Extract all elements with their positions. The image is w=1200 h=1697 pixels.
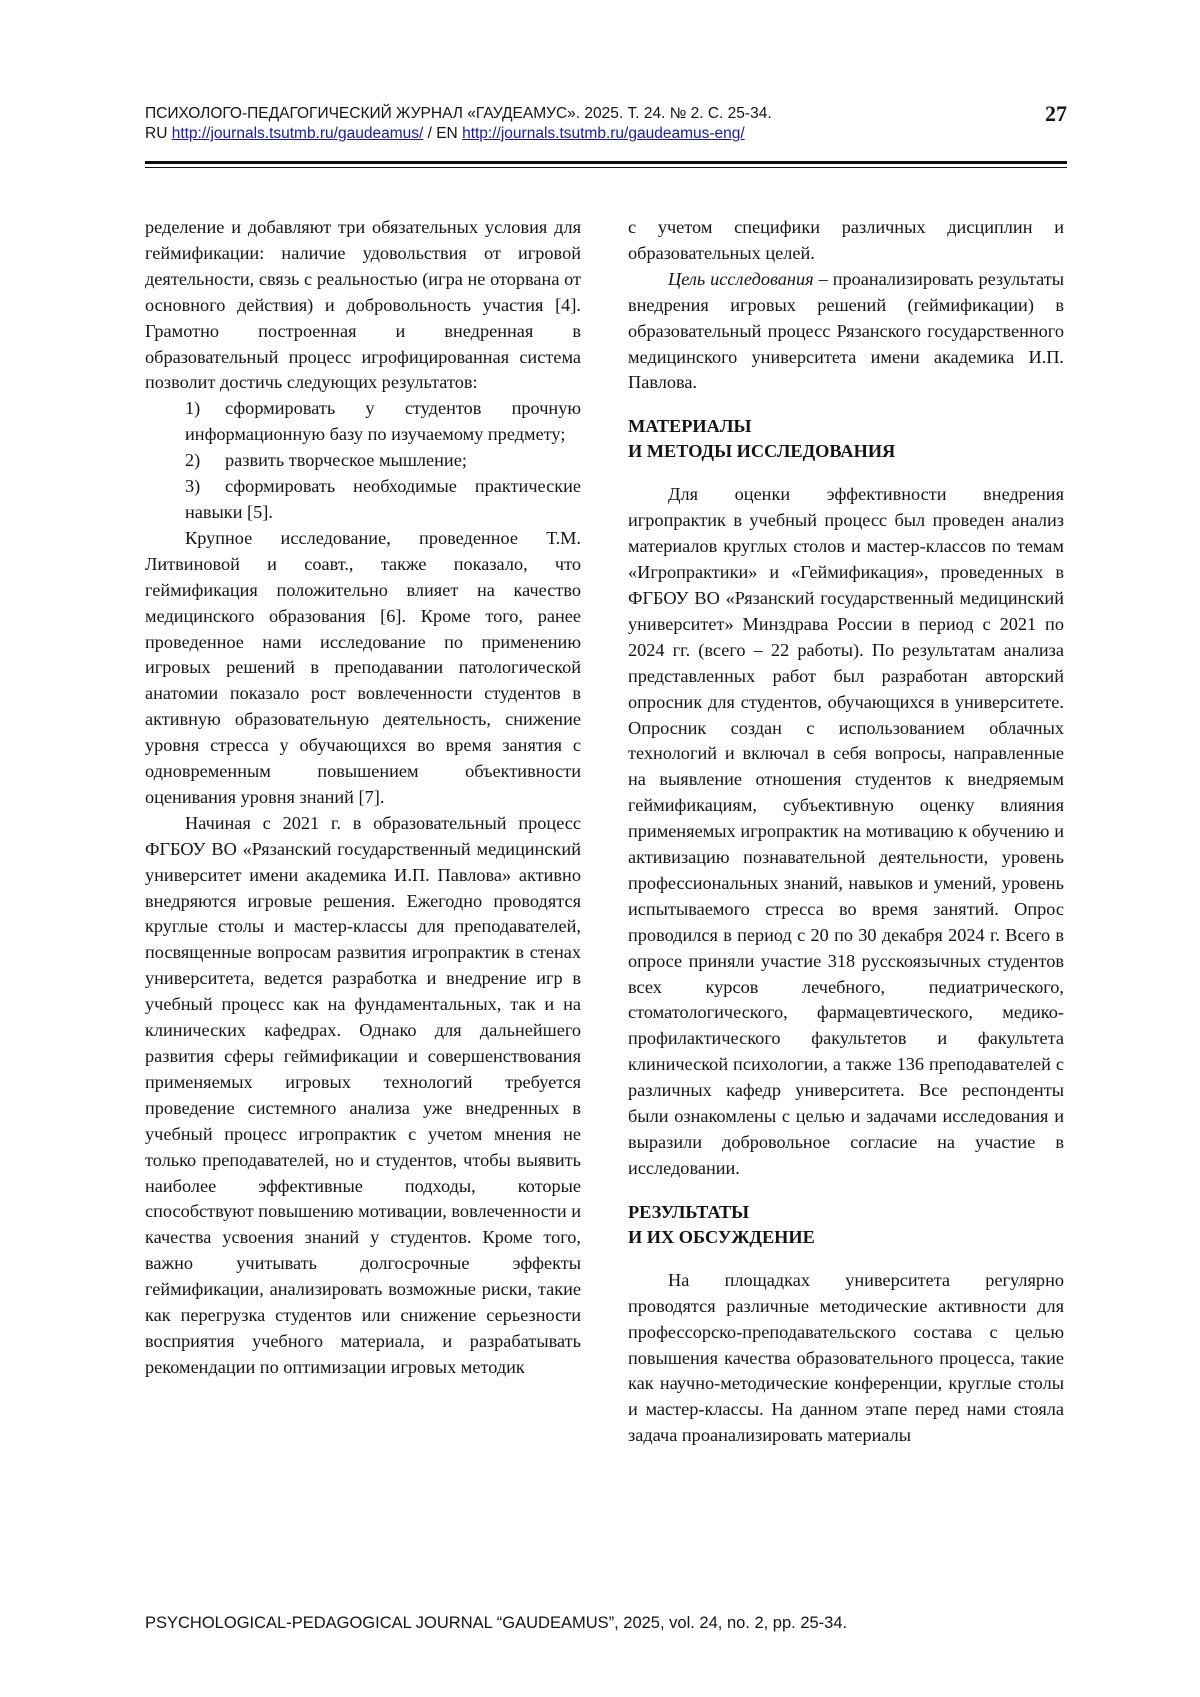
ru-journal-link[interactable]: http://journals.tsutmb.ru/gaudeamus/ (171, 125, 424, 142)
list-item (145, 448, 581, 474)
list-number: 3) (185, 476, 201, 497)
heading-line: МАТЕРИАЛЫ (628, 416, 752, 437)
paragraph: с учетом специфики различных дисциплин и образовательных целей. (628, 217, 1064, 263)
section-heading-results (628, 1200, 1064, 1250)
paragraph: ределение и добавляют три обязательных условия для геймификации: наличие удовольствия от игровой деятельности, связь с реальностью (игра не оторвана от основного действия) и добровольность участия [4]. Грамотно построенная и внедренная в образовательный процесс игрофицированная система позволит достичь следующих результатов: (145, 217, 581, 393)
list-text: сформировать необходимые практические навыки [5]. (185, 476, 581, 522)
left-column (145, 215, 581, 1381)
paragraph: Начиная с 2021 г. в образовательный процесс ФГБОУ ВО «Рязанский государственный медицинский университет имени академика И.П. Павлова» активно внедряются игровые решения. Ежегодно проводятся круглые столы и мастер-классы для преподавателей, посвященные вопросам развития игропрактик в стенах университета, ведется разработка и внедрение игр в учебный процесс как на фундаментальных, так и на клинических кафедрах. Однако для дальнейшего развития сферы геймификации и совершенствования применяемых игровых технологий требуется проведение системного анализа уже внедренных в учебный процесс игропрактик с учетом мнения не только преподавателей, но и студентов, чтобы выявить наиболее эффективные подходы, которые способствуют повышению мотивации, вовлеченности и качества усвоения знаний у студентов. Кроме того, важно учитывать долгосрочные эффекты геймификации, анализировать возможные риски, такие как перегрузка студентов или снижение серьезности восприятия учебного материала, и разрабатывать рекомендации по оптимизации игровых методик (145, 812, 581, 1377)
list-text: сформировать у студентов прочную информационную базу по изучаемому предмету; (185, 398, 581, 445)
running-footer: PSYCHOLOGICAL-PEDAGOGICAL JOURNAL “GAUDEAMUS”, 2025, vol. 24, no. 2, pp. 25-34. (145, 1614, 848, 1632)
aim-text: – проанализировать результаты внедрения игровых решений (геймификации) в образовательный процесс Рязанского государственного медицинского университета имени академика И.П. Павлова. (628, 268, 1064, 393)
heading-line: И МЕТОДЫ ИССЛЕДОВАНИЯ (628, 441, 896, 462)
right-column (628, 215, 1064, 1449)
list-number: 2) (185, 450, 201, 471)
journal-links (145, 124, 1067, 144)
list-item (145, 396, 581, 448)
heading-line: РЕЗУЛЬТАТЫ (628, 1201, 750, 1222)
list-number: 1) (185, 398, 201, 419)
aim-paragraph (628, 267, 1064, 397)
section-heading-methods (628, 414, 1064, 464)
page-number: 27 (1045, 101, 1067, 126)
heading-line: И ИХ ОБСУЖДЕНИЕ (628, 1226, 815, 1247)
header-rule-thin (145, 167, 1067, 168)
paragraph: Для оценки эффективности внедрения игропрактик в учебный процесс был проведен анализ материалов круглых столов и мастер-классов по темам «Игропрактики» и «Геймификация», проведенных в ФГБОУ ВО «Рязанский государственный медицинский университет» Минздрава России в период с 2021 по 2024 гг. (всего – 22 работы). По результатам анализа представленных работ был разработан авторский опросник для студентов, обучающихся в университете. Опросник создан с использованием облачных технологий и включал в себя вопросы, направленные на выявление отношения студентов к внедряемым геймификациям, субъективную оценку влияния применяемых игропрактик на мотивацию к обучению и активизацию познавательной деятельности, уровень профессиональных знаний, навыков и умений, уровень испытываемого стресса во время занятий. Опрос проводился в период с 20 по 30 декабря 2024 г. Всего в опросе приняли участие 318 русскоязычных студентов всех курсов лечебного, педиатрического, стоматологического, фармацевтического, медико-профилактического факультетов и факультета клинической психологии, а также 136 преподавателей с различных кафедр университета. Все респонденты были ознакомлены с целью и задачами исследования и выразили добровольное согласие на участие в исследовании. (628, 484, 1064, 1178)
list-text: развить творческое мышление; (225, 450, 467, 471)
list-item (145, 474, 581, 526)
aim-label: Цель исследования (668, 268, 814, 289)
paragraph: Крупное исследование, проведенное Т.М. Литвиновой и соавт., также показало, что геймификация положительно влияет на качество медицинского образования [6]. Кроме того, ранее проведенное нами исследование по применению игровых решений в преподавании патологической анатомии показало рост вовлеченности студентов в активную образовательную деятельность, снижение уровня стресса у обучающихся во время занятия с одновременным повышением объективности оценивания уровня знаний [7]. (145, 527, 581, 807)
paragraph: На площадках университета регулярно проводятся различные методические активности для профессорско-преподавательского состава с целью повышения качества образовательного процесса, такие как научно-методические конференции, круглые столы и мастер-классы. На данном этапе перед нами стояла задача проанализировать материалы (628, 1269, 1064, 1446)
header-rule-thick (145, 161, 1067, 164)
running-header (145, 101, 1067, 144)
en-journal-link[interactable]: http://journals.tsutmb.ru/gaudeamus-eng/ (462, 125, 745, 142)
en-label: / EN (427, 125, 458, 142)
ru-label: RU (145, 125, 168, 142)
journal-citation: ПСИХОЛОГО-ПЕДАГОГИЧЕСКИЙ ЖУРНАЛ «ГАУДЕАМУС». 2025. Т. 24. № 2. С. 25-34. (145, 105, 772, 122)
